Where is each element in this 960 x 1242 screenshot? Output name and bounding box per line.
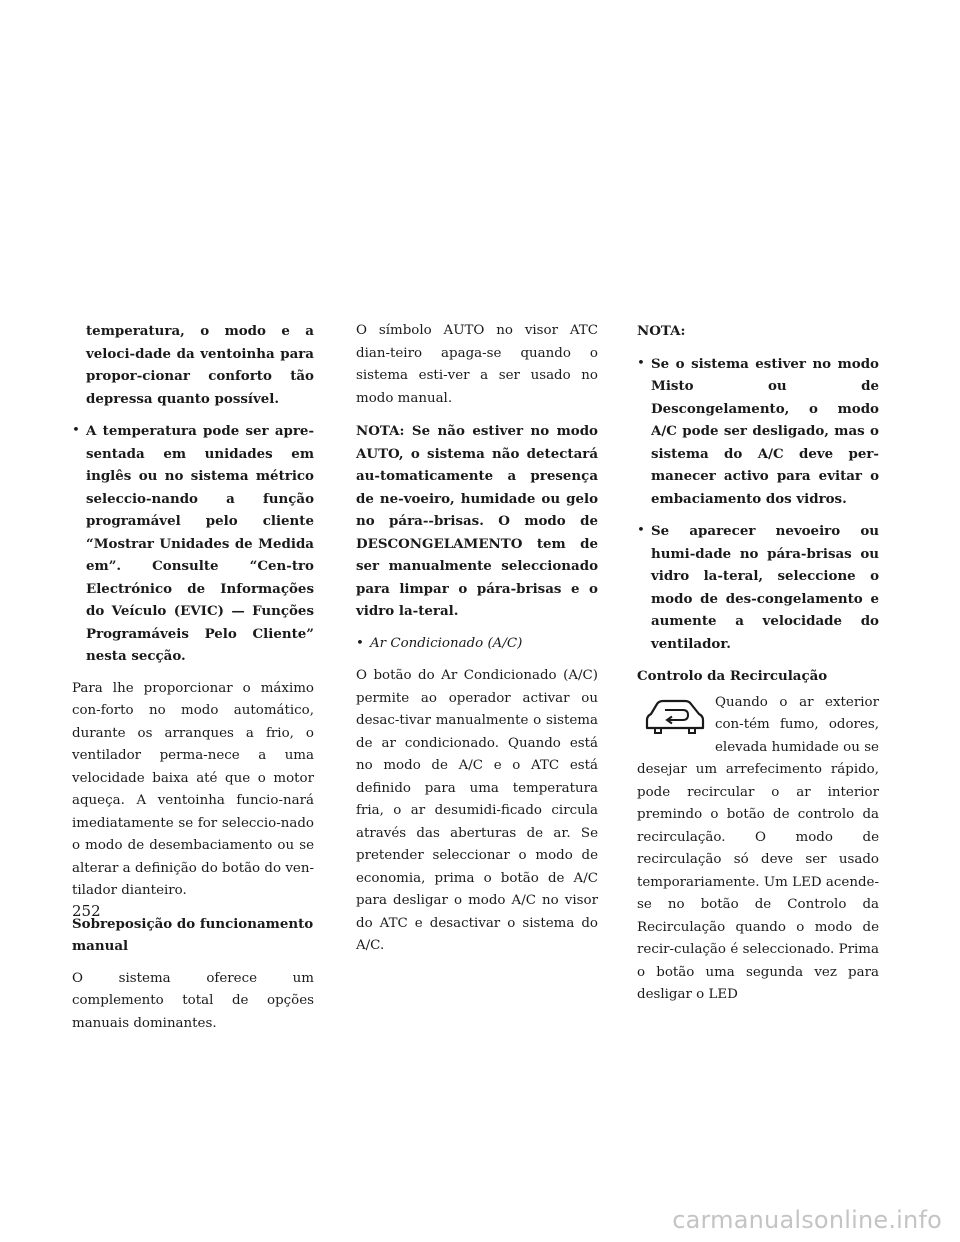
- bullet-temperature-units: • A temperatura pode ser apre-sentada em unidades em inglês ou no sistema métrico seleccio-nando a função programável pelo cliente “Mostrar Unidades de Medida em”. Consulte “Cen-tro Electrónico de Informações do Veículo (EVIC) — Funções Programáveis Pelo Cliente” nesta secção.: [72, 420, 314, 668]
- watermark: carmanualsonline.info: [672, 1206, 942, 1234]
- bullet-mixed-defrost: • Se o sistema estiver no modo Misto ou de Descongelamento, o modo A/C pode ser desligado, mas o sistema do A/C deve per-manecer activo para evitar o embaciamento dos vidros.: [637, 353, 879, 511]
- bullet-air-conditioning: • Ar Condicionado (A/C): [356, 633, 598, 656]
- note-defrost: [356, 420, 598, 623]
- note-text: Se não estiver no modo AUTO, o sistema não detectará au-tomaticamente a presença de ne-voeiro, humidade ou gelo no pára--brisas. O modo de DESCONGELAMENTO tem de ser manualmente seleccionado para limpar o pára-brisas e o vidro la-teral.: [356, 423, 598, 619]
- heading-recirculation: Controlo da Recirculação: [637, 668, 828, 684]
- paragraph-air-conditioning: O botão do Ar Condicionado (A/C) permite ao operador activar ou desac-tivar manualmente o sistema de ar condicionado. Quando está no modo de A/C e o ATC está definido para uma temperatura fria, o ar desumidi-ficado circula através das aberturas de ar. Se pretender seleccionar o modo de economia, prima o botão de A/C para desligar o modo A/C no visor do ATC e desactivar o sistema do A/C.: [356, 668, 598, 953]
- heading-manual-override: Sobreposição do funcionamento manual: [72, 915, 314, 954]
- note-label: NOTA:: [356, 423, 405, 439]
- paragraph-recirculation: Quando o ar exterior con-tém fumo, odores, elevada humidade ou se desejar um arrefecimento rápido, pode recircular o ar interior premindo o botão de controlo da recirculação. O modo de recirculação só deve ser usado temporariamente. Um LED acende-se no botão de Controlo da Recirculação quando o modo de recir-culação é seleccionado. Prima o botão uma segunda vez para desligar o LED: [637, 694, 879, 1002]
- column-middle: [356, 320, 598, 968]
- recirculation-icon: [641, 698, 707, 744]
- paragraph-auto-symbol: O símbolo AUTO no visor ATC dian-teiro apaga-se quando o sistema esti-ver a ser usado no modo manual.: [356, 323, 598, 406]
- note-label: NOTA:: [637, 323, 686, 339]
- column-left: [72, 320, 314, 1045]
- continued-bullet-text: temperatura, o modo e a veloci-dade da ventoinha para propor-cionar conforto tão depressa quanto possível.: [86, 323, 314, 407]
- column-right: [637, 320, 879, 1017]
- paragraph-manual-override: O sistema oferece um complemento total de opções manuais dominantes.: [72, 970, 314, 1031]
- page-number: 252: [72, 902, 101, 920]
- bullet-fog-humidity: • Se aparecer nevoeiro ou humi-dade no pára-brisas ou vidro la-teral, seleccione o modo de des-congelamento e aumente a velocidade do ventilador.: [637, 520, 879, 655]
- paragraph-cold-start: Para lhe proporcionar o máximo con-forto no modo automático, durante os arranques a frio, o ventilador perma-nece a uma velocidade baixa até que o motor aqueça. A ventoinha funcio-nará imediatamente se for seleccio-nado o modo de desembaciamento ou se alterar a definição do botão do ven-tilador dianteiro.: [72, 680, 314, 898]
